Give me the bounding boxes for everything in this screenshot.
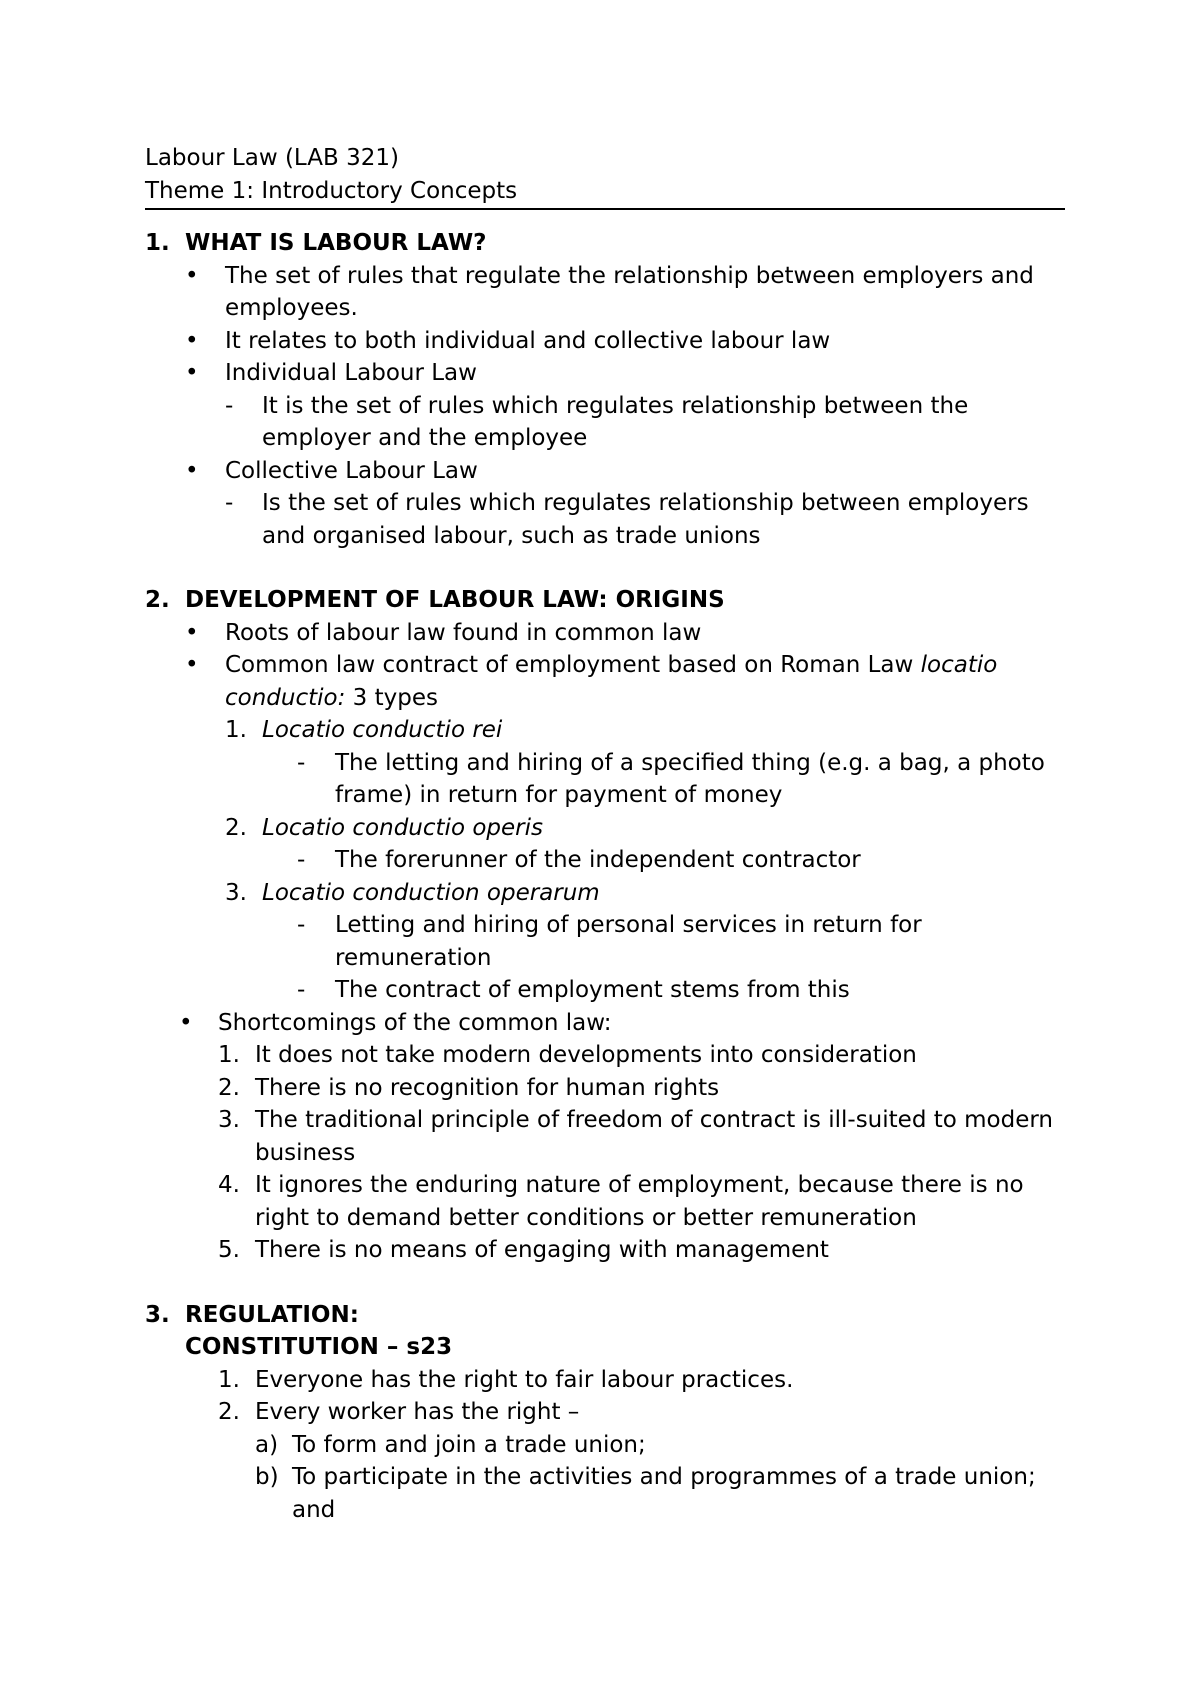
item-text: Every worker has the right – <box>255 1399 580 1425</box>
item-text: Shortcomings of the common law: <box>218 1009 612 1036</box>
bullet-icon: • <box>185 652 199 678</box>
item-text: Locatio conductio rei <box>262 717 503 743</box>
list-item <box>145 617 1065 650</box>
section-number: 2. <box>145 587 170 613</box>
list-item <box>145 1007 1065 1040</box>
item-letter: b) <box>255 1464 279 1490</box>
sub-list-item <box>145 487 1065 552</box>
item-text-suffix: 3 types <box>345 684 438 711</box>
item-text: Is the set of rules which regulates relationship between employers and organised labour, such as trade unions <box>262 490 1029 549</box>
item-number: 2. <box>218 1074 240 1101</box>
item-text: It ignores the enduring nature of employment, because there is no right to demand better conditions or better remuneration <box>255 1172 1024 1231</box>
numbered-item <box>145 1169 1065 1234</box>
item-text: It does not take modern developments into consideration <box>255 1042 917 1068</box>
item-text: Everyone has the right to fair labour practices. <box>255 1366 794 1393</box>
item-text: To participate in the activities and programmes of a trade union; and <box>292 1464 1036 1523</box>
bullet-icon: • <box>185 262 199 289</box>
item-text: The set of rules that regulate the relationship between employers and employees. <box>225 262 1034 321</box>
item-text: The letting and hiring of a specified thing (e.g. a bag, a photo frame) in return for payment of money <box>335 749 1045 808</box>
lettered-item <box>145 1429 1065 1462</box>
list-item <box>145 357 1065 390</box>
item-number: 1. <box>218 1366 240 1393</box>
section-subtitle: CONSTITUTION – s23 <box>185 1334 453 1360</box>
item-text: There is no recognition for human rights <box>255 1074 720 1101</box>
numbered-item <box>145 714 1065 747</box>
item-number: 4. <box>218 1172 240 1198</box>
item-text: It is the set of rules which regulates relationship between the employer and the employee <box>262 392 969 451</box>
sub-list-item <box>145 390 1065 455</box>
section-2-heading <box>145 584 1065 617</box>
numbered-item <box>145 1234 1065 1267</box>
bullet-icon: • <box>185 327 199 354</box>
item-number: 3. <box>225 879 247 906</box>
dash-icon: - <box>297 912 306 938</box>
item-text: The traditional principle of freedom of contract is ill-suited to modern business <box>255 1107 1053 1166</box>
numbered-item <box>145 1364 1065 1397</box>
item-letter: a) <box>255 1431 279 1458</box>
lettered-item <box>145 1461 1065 1526</box>
item-text: It relates to both individual and collective labour law <box>225 327 831 354</box>
item-number: 5. <box>218 1237 240 1263</box>
item-number: 1. <box>225 717 247 743</box>
document-content <box>145 142 1065 1526</box>
section-number: 3. <box>145 1301 170 1328</box>
item-text: Individual Labour Law <box>225 360 477 386</box>
list-item <box>145 260 1065 325</box>
item-number: 3. <box>218 1107 240 1133</box>
section-3-heading <box>145 1299 1065 1332</box>
dash-icon: - <box>225 392 234 419</box>
item-text: The forerunner of the independent contractor <box>335 847 861 873</box>
dash-icon: - <box>225 490 234 516</box>
item-text: Locatio conduction operarum <box>262 879 600 906</box>
list-item <box>145 649 1065 714</box>
item-text: The contract of employment stems from this <box>335 977 850 1003</box>
dash-icon: - <box>297 977 306 1003</box>
bullet-icon: • <box>179 1009 193 1036</box>
item-text: Roots of labour law found in common law <box>225 619 702 646</box>
list-item <box>145 455 1065 488</box>
item-text: Letting and hiring of personal services in return for remuneration <box>335 912 922 971</box>
numbered-item <box>145 1104 1065 1169</box>
sub-list-item <box>145 974 1065 1007</box>
section-title: DEVELOPMENT OF LABOUR LAW: ORIGINS <box>185 587 725 613</box>
numbered-item <box>145 1039 1065 1072</box>
theme-title: Theme 1: Introductory Concepts <box>145 177 518 204</box>
item-number: 1. <box>218 1042 240 1068</box>
item-text: Collective Labour Law <box>225 457 478 484</box>
section-title: REGULATION: <box>185 1301 359 1328</box>
sub-list-item <box>145 747 1065 812</box>
sub-list-item <box>145 909 1065 974</box>
course-title: Labour Law (LAB 321) <box>145 145 399 171</box>
section-title: WHAT IS LABOUR LAW? <box>185 230 487 256</box>
bullet-icon: • <box>185 619 199 646</box>
bullet-icon: • <box>185 360 199 386</box>
dash-icon: - <box>297 847 306 873</box>
item-number: 2. <box>225 814 247 841</box>
section-number: 1. <box>145 230 170 256</box>
item-text-prefix: Common law contract of employment based on Roman Law <box>225 652 921 678</box>
sub-list-item <box>145 844 1065 877</box>
item-number: 2. <box>218 1399 240 1425</box>
list-item <box>145 325 1065 358</box>
bullet-icon: • <box>185 457 199 484</box>
dash-icon: - <box>297 749 306 776</box>
item-text: Locatio conductio operis <box>262 814 543 841</box>
section-1-heading <box>145 227 1065 260</box>
item-text-italic: locatio conductio: <box>225 652 998 711</box>
numbered-item <box>145 812 1065 845</box>
item-text: There is no means of engaging with management <box>255 1237 829 1263</box>
numbered-item <box>145 1396 1065 1429</box>
numbered-item <box>145 1072 1065 1105</box>
numbered-item <box>145 877 1065 910</box>
item-text: To form and join a trade union; <box>292 1431 646 1458</box>
